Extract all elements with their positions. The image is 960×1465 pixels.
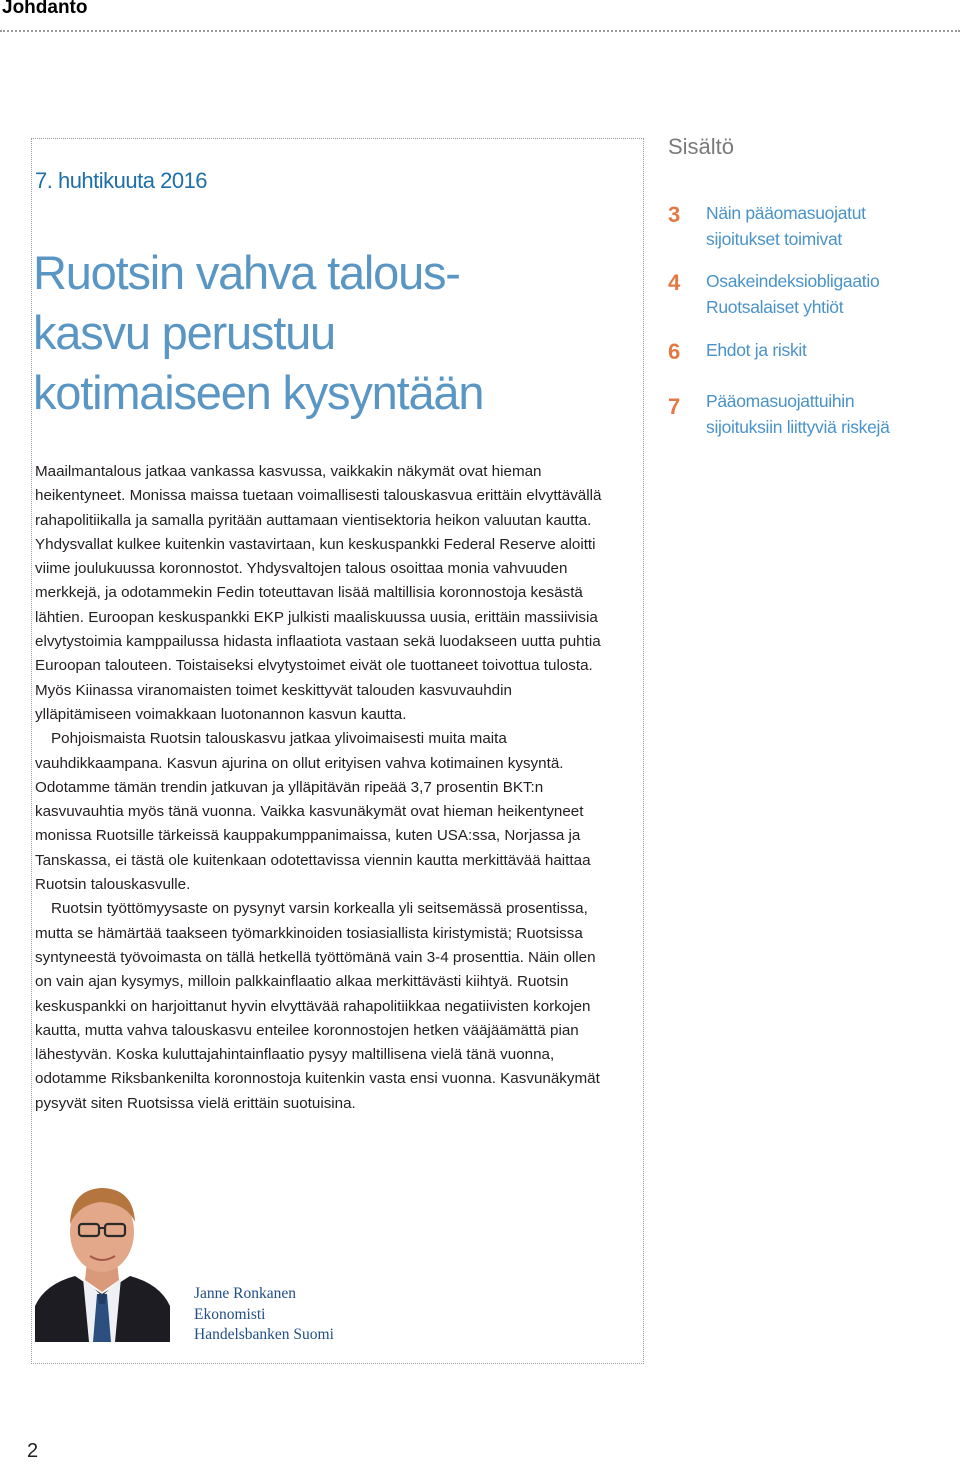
body-paragraph: Ruotsin työttömyysaste on pysynyt varsin korkealla yli seitsemässä prosentissa, mutta se hämärtää taakseen työmarkkinoiden tosiasiallista kiristymistä; Ruotsissa syntyneestä työvoimasta on tällä hetkellä työttömänä vain 3-4 prosenttia. Näin ollen on vain ajan kysymys, milloin palkkainflaatio alkaa merkittävästi kiihtyä. Ruotsin keskuspankki on harjoittanut hyvin elvyttävää rahapolitiikkaa negatiivisten korkojen kautta, mutta vahva talouskasvu enteilee koronnostojen hetken vääjäämättä pian lähestyvän. Koska kuluttajahintainflaatio pysyy maltillisena vielä tänä vuonna, odotamme Riksbankenilta koronnostoja kuitenkin vasta ensi vuonna. Kasvunäkymät pysyvät siten Ruotsissa vielä erittäin suotuisina.	[35, 900, 600, 1112]
toc-page-number: 6	[668, 339, 681, 364]
headline-line: kotimaiseen kysyntään	[33, 366, 484, 419]
article-headline	[33, 243, 613, 423]
toc-page-number: 4	[668, 270, 681, 295]
toc-label	[706, 337, 946, 363]
toc-label-line: sijoituksiin liittyviä riskejä	[706, 417, 890, 437]
headline-line: kasvu perustuu	[33, 306, 335, 359]
article-body	[35, 460, 605, 1116]
toc-label-line: Ruotsalaiset yhtiöt	[706, 297, 844, 317]
section-title: Johdanto	[2, 0, 88, 18]
body-paragraph: Maailmantalous jatkaa vankassa kasvussa, vaikkakin näkymät ovat hieman heikentyneet. Monissa maissa tuetaan voimallisesti talouskasvua erittäin elvyttävällä rahapolitiikalla ja samalla pyritään auttamaan vientisektoria heikon valuutan kautta. Yhdysvallat kulkee kuitenkin vastavirtaan, kun keskuspankki Federal Reserve aloitti viime joulukuussa koronnostot. Yhdysvaltojen talous osoittaa monia vahvuuden merkkejä, ja odotammekin Fedin toteuttavan lisää maltillisia koronnostoja kesästä lähtien. Euroopan keskuspankki EKP julkisti maaliskuussa uusia, erittäin massiivisia elvytystoimia kamppailussa hidasta inflaatiota vastaan sekä luodakseen uutta puhtia Euroopan talouteen. Toistaiseksi elvytystoimet eivät ole tuottaneet toivottua tulosta. Myös Kiinassa viranomaisten toimet keskittyvät talouden kasvuvauhdin ylläpitämiseen voimakkaan luotonannon kasvun kautta.	[35, 463, 602, 723]
author-organization: Handelsbanken Suomi	[194, 1326, 334, 1343]
author-role: Ekonomisti	[194, 1305, 266, 1323]
author-photo	[35, 1166, 170, 1342]
author-name: Janne Ronkanen	[194, 1285, 297, 1302]
article-date: 7. huhtikuuta 2016	[35, 168, 208, 193]
toc-label	[706, 388, 946, 440]
toc-title: Sisältö	[668, 134, 735, 159]
toc-label-line: Ehdot ja riskit	[706, 340, 807, 360]
toc-page-number: 3	[668, 202, 681, 227]
toc-label-line: Osakeindeksiobligaatio	[706, 271, 880, 291]
body-paragraph: Pohjoismaista Ruotsin talouskasvu jatkaa ylivoimaisesti muita maita vauhdikkaampana. Kasvun ajurina on ollut erityisen vahva kotimainen kysyntä. Odotamme tämän trendin jatkuvan ja ylläpitävän ripeää 3,7 prosentin BKT:n kasvuvauhtia myös tänä vuonna. Vaikka kasvunäkymät ovat hieman heikentyneet monissa Ruotsille tärkeissä kauppakumppanimaissa, kuten USA:ssa, Norjassa ja Tanskassa, ei tästä ole kuitenkaan odotettavissa viennin kautta merkittävää haittaa Ruotsin talouskasvulle.	[35, 730, 591, 894]
toc-label-line: sijoitukset toimivat	[706, 229, 842, 249]
page-number: 2	[27, 1440, 39, 1462]
toc-label	[706, 200, 946, 252]
header-divider	[0, 30, 960, 32]
author-info	[194, 1284, 334, 1346]
toc-label-line: Näin pääomasuojatut	[706, 203, 866, 223]
toc-label-line: Pääomasuojattuihin	[706, 391, 855, 411]
toc-label	[706, 268, 946, 320]
headline-line: Ruotsin vahva talous-	[33, 246, 460, 299]
toc-page-number: 7	[668, 394, 681, 419]
